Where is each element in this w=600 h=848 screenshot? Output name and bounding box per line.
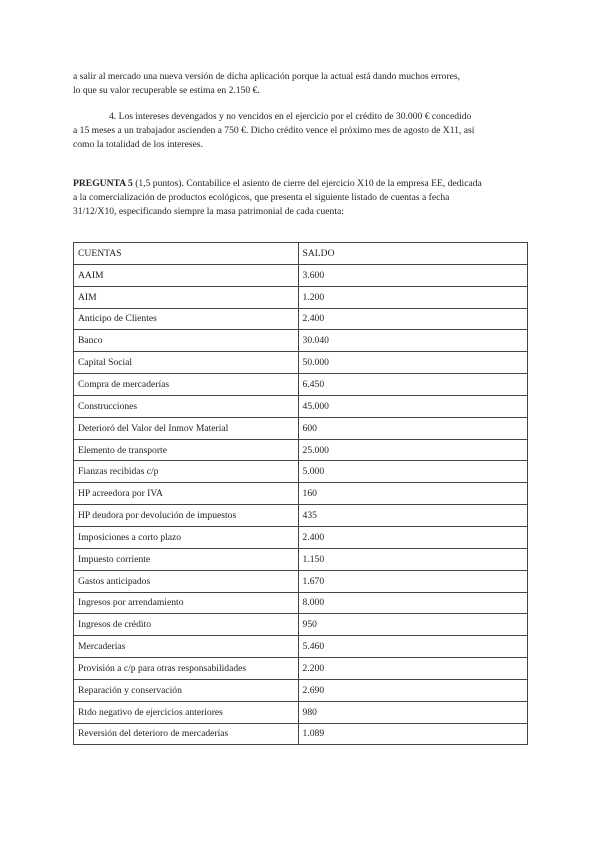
account-balance-cell: 25.000 — [298, 439, 527, 461]
account-balance-cell: 600 — [298, 417, 527, 439]
table-row — [74, 264, 528, 286]
account-balance-cell: 5.460 — [298, 636, 527, 658]
table-row — [74, 505, 528, 527]
header-cuentas: CUENTAS — [74, 243, 299, 265]
account-name-cell: Elemento de transporte — [74, 439, 299, 461]
account-name-cell: Rtdo negativo de ejercicios anteriores — [74, 701, 299, 723]
account-balance-cell: 980 — [298, 701, 527, 723]
table-row — [74, 701, 528, 723]
account-balance-cell: 2.200 — [298, 658, 527, 680]
table-row — [74, 483, 528, 505]
table-row — [74, 439, 528, 461]
account-name-cell: Gastos anticipados — [74, 570, 299, 592]
account-name-cell: Ingresos por arrendamiento — [74, 592, 299, 614]
table-row — [74, 636, 528, 658]
table-row — [74, 723, 528, 745]
account-balance-cell: 5.000 — [298, 461, 527, 483]
table-row — [74, 526, 528, 548]
account-name-cell: Impuesto corriente — [74, 548, 299, 570]
account-balance-cell: 1.670 — [298, 570, 527, 592]
table-row — [74, 614, 528, 636]
table-row — [74, 330, 528, 352]
point-4-line-3: como la totalidad de los intereses. — [73, 139, 204, 151]
account-name-cell: Imposiciones a corto plazo — [74, 526, 299, 548]
account-balance-cell: 2.400 — [298, 308, 527, 330]
question-line-1 — [73, 177, 533, 191]
point-4-paragraph — [73, 110, 533, 153]
table-row — [74, 461, 528, 483]
question-line-1-rest: (1,5 puntos). Contabilice el asiento de cierre del ejercicio X10 de la empresa EE, dedicada — [132, 178, 482, 189]
account-balance-cell: 160 — [298, 483, 527, 505]
intro-line-2: lo que su valor recuperable se estima en 2.150 €. — [73, 85, 260, 97]
account-name-cell: AAIM — [74, 264, 299, 286]
table-row — [74, 374, 528, 396]
account-balance-cell: 45.000 — [298, 395, 527, 417]
table-row — [74, 548, 528, 570]
question-line-3: 31/12/X10, especificando siempre la masa patrimonial de cada cuenta: — [73, 206, 344, 218]
accounts-table — [73, 242, 528, 745]
account-name-cell: Anticipo de Clientes — [74, 308, 299, 330]
account-balance-cell: 1.089 — [298, 723, 527, 745]
account-name-cell: Reparación y conservación — [74, 679, 299, 701]
table-row — [74, 592, 528, 614]
point-4-line-2: a 15 meses a un trabajador ascienden a 750 €. Dicho crédito vence el próximo mes de agosto de X11, así — [73, 125, 475, 137]
table-row — [74, 352, 528, 374]
account-name-cell: Fianzas recibidas c/p — [74, 461, 299, 483]
table-header-row — [74, 243, 528, 265]
question-5-paragraph — [73, 177, 533, 220]
account-name-cell: Construcciones — [74, 395, 299, 417]
account-name-cell: Reversión del deterioro de mercaderías — [74, 723, 299, 745]
account-name-cell: Ingresos de crédito — [74, 614, 299, 636]
account-balance-cell: 950 — [298, 614, 527, 636]
account-balance-cell: 8.000 — [298, 592, 527, 614]
account-balance-cell: 435 — [298, 505, 527, 527]
table-row — [74, 308, 528, 330]
account-balance-cell: 2.400 — [298, 526, 527, 548]
account-name-cell: Banco — [74, 330, 299, 352]
account-name-cell: Compra de mercaderías — [74, 374, 299, 396]
account-balance-cell: 6.450 — [298, 374, 527, 396]
table-row — [74, 395, 528, 417]
account-name-cell: Mercaderías — [74, 636, 299, 658]
account-name-cell: HP acreedora por IVA — [74, 483, 299, 505]
table-row — [74, 679, 528, 701]
account-balance-cell: 3.600 — [298, 264, 527, 286]
question-line-2: a la comercialización de productos ecológicos, que presenta el siguiente listado de cuentas a fecha — [73, 192, 450, 204]
account-name-cell: Provisión a c/p para otras responsabilidades — [74, 658, 299, 680]
table-row — [74, 570, 528, 592]
header-saldo: SALDO — [298, 243, 527, 265]
table-row — [74, 286, 528, 308]
account-balance-cell: 1.150 — [298, 548, 527, 570]
account-name-cell: Capital Social — [74, 352, 299, 374]
intro-line-1: a salir al mercado una nueva versión de dicha aplicación porque la actual está dando muchos errores, — [73, 71, 461, 82]
table-row — [74, 658, 528, 680]
point-4-line-1: 4. Los intereses devengados y no vencidos en el ejercicio por el crédito de 30.000 € concedido — [109, 111, 472, 122]
question-label: PREGUNTA 5 — [73, 178, 133, 189]
account-name-cell: Deterioró del Valor del Inmov Material — [74, 417, 299, 439]
table-row — [74, 417, 528, 439]
account-balance-cell: 50.000 — [298, 352, 527, 374]
account-name-cell: AIM — [74, 286, 299, 308]
account-name-cell: HP deudora por devolución de impuestos — [74, 505, 299, 527]
account-balance-cell: 30.040 — [298, 330, 527, 352]
intro-paragraph — [73, 70, 533, 98]
account-balance-cell: 1.200 — [298, 286, 527, 308]
account-balance-cell: 2.690 — [298, 679, 527, 701]
